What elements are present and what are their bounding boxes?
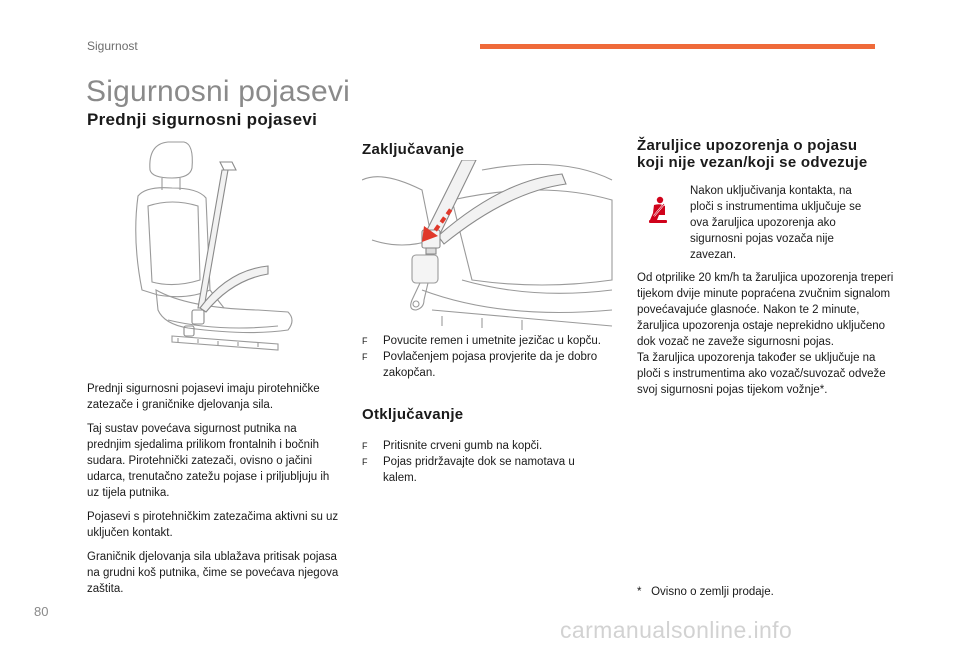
active-paragraph: Pojasevi s pirotehničkim zatezačima aktivni su uz uključen kontakt. [87,511,339,539]
warning-lamp-description: Nakon uključivanja kontakta, na ploči s instrumentima uključuje se ova žaruljica upozorenja ako sigurnosni pojas vozača nije zavezan. [690,185,862,261]
unlocking-step-text: Pojas pridržavajte dok se namotava u kalem. [383,456,575,484]
buckle-drawing [362,160,617,330]
seatbelt-warning-icon [645,196,673,224]
locking-step-text: Povlačenjem pojasa provjerite da je dobro zakopčan. [383,351,598,379]
bullet-mark: F [362,352,368,362]
page-subtitle: Prednji sigurnosni pojasevi [87,110,318,129]
limiter-paragraph: Graničnik djelovanja sila ublažava pritisak pojasa na grudni koš putnika, čime se povećava njegova zaštita. [87,551,339,595]
bullet-mark: F [362,441,368,451]
footnote [637,584,774,600]
locking-step [362,333,617,349]
locking-heading: Zaključavanje [362,141,465,158]
locking-step [362,349,617,381]
warning-blink-paragraph: Od otprilike 20 km/h ta žaruljica upozorenja treperi tijekom dvije minute popraćena zvučnim signalom povećavajuće glasnoće. Nakon te 2 minute, žaruljica upozorenja ostaje neprekidno uključeno dok vozač ne zaveže sigurnosni pojas. [637,272,894,348]
unlocking-steps [362,438,602,486]
seat-belt-drawing [128,140,308,362]
unlocking-step-text: Pritisnite crveni gumb na kopči. [383,440,543,452]
buckle-illustration [362,160,617,330]
system-paragraph: Taj sustav povećava sigurnost putnika na prednjim sjedalima prilikom frontalnih i bočnih sudara. Pirotehnički zatezači, ovisno o jačini udarca, trenutačno zatežu pojase i priljubljuju ih uz tijela putnika. [87,423,330,499]
footnote-mark: * [637,586,642,598]
intro-paragraph: Prednji sigurnosni pojasevi imaju pirotehničke zatezače i graničnike djelovanja sila. [87,383,320,411]
bullet-mark: F [362,336,368,346]
unlocking-heading: Otključavanje [362,406,464,423]
unlocking-step [362,454,602,486]
page-title: Sigurnosni pojasevi [86,75,350,108]
locking-steps [362,333,617,381]
right-column-text [637,270,899,406]
unlocking-step [362,438,602,454]
header-accent-bar [480,44,875,49]
left-column-text [87,381,342,605]
watermark: carmanualsonline.info [560,617,793,643]
warning-lamp-heading-line1: Žaruljice upozorenja o pojasu [637,137,858,154]
section-label: Sigurnost [87,39,138,53]
warning-lamp-heading [637,137,897,171]
warning-lamp-heading-line2: koji nije vezan/koji se odvezuje [637,154,868,171]
warning-unbuckle-paragraph: Ta žaruljica upozorenja također se uključuje na ploči s instrumentima ako vozač/suvozač odveže svoj sigurnosni pojas tijekom vožnje*. [637,352,886,396]
locking-step-text: Povucite remen i umetnite jezičac u kopču. [383,335,601,347]
page-number: 80 [34,604,49,619]
bullet-mark: F [362,457,368,467]
seatbelt-warning-glyph [645,196,673,224]
footnote-text: Ovisno o zemlji prodaje. [651,586,774,598]
seat-belt-illustration [128,140,308,362]
